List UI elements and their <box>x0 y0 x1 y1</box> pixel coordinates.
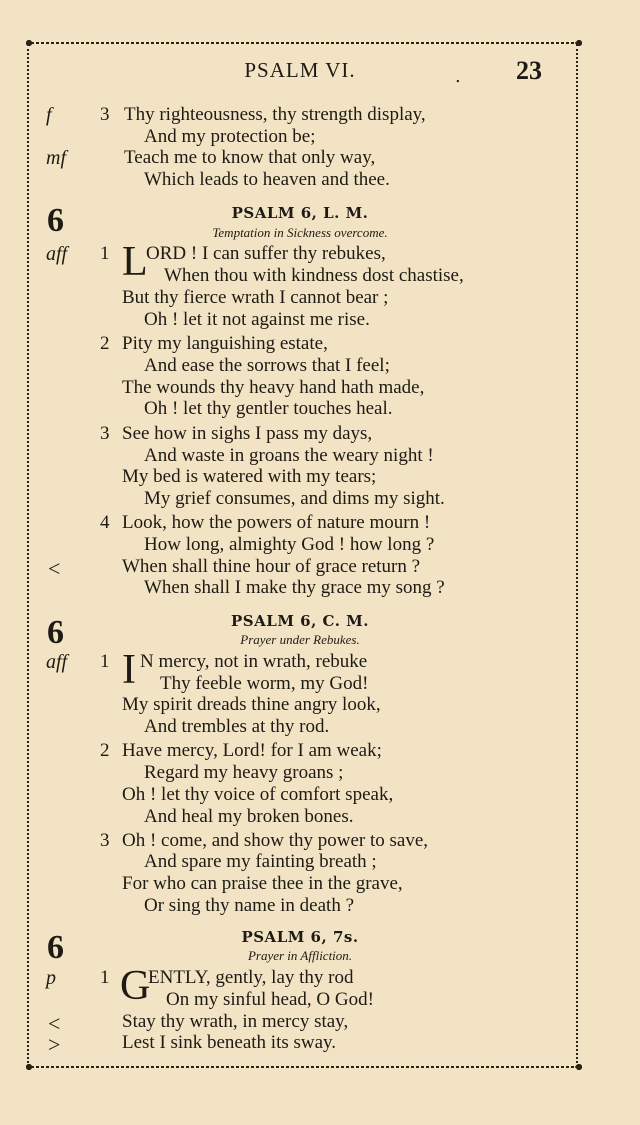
bottom-ornamental-rule <box>26 1064 582 1070</box>
verse-number: 2 <box>100 333 110 354</box>
running-header <box>40 56 560 90</box>
drop-cap: G <box>120 963 151 1009</box>
psalm-title: PSALM 6, C. M. <box>231 612 369 630</box>
verse-line: 2 Pity my languishing estate, <box>100 333 328 354</box>
psalm-number: 6 <box>47 929 64 966</box>
verse-number: 3 <box>100 423 110 444</box>
verse-line: Oh ! let thy voice of comfort speak, <box>122 784 394 805</box>
verse-line: And waste in groans the weary night ! <box>144 445 434 466</box>
verse-line: 4 Look, how the powers of nature mourn ! <box>100 512 431 533</box>
verse-line: Thy feeble worm, my God! <box>160 673 369 694</box>
top-ornamental-rule <box>26 40 582 46</box>
verse-line: Regard my heavy groans ; <box>144 762 344 783</box>
verse-line: > Lest I sink beneath its sway. <box>48 1032 337 1057</box>
verse-number: 4 <box>100 512 110 533</box>
page-number: 23 <box>516 56 542 85</box>
verse-number: 1 <box>100 243 110 264</box>
dynamic-mark: aff <box>46 243 68 265</box>
psalm-subtitle: Prayer in Affliction. <box>247 948 353 963</box>
header-dot: . <box>455 66 461 87</box>
verse-line: How long, almighty God ! how long ? <box>144 534 435 555</box>
dynamic-mark: mf <box>46 147 66 169</box>
verse-line: On my sinful head, O God! <box>166 989 374 1010</box>
verse-line: My bed is watered with my tears; <box>122 466 377 487</box>
dynamic-mark: p <box>46 967 56 989</box>
drop-cap: L <box>122 239 148 285</box>
psalm-number: 6 <box>47 202 64 239</box>
verse-line: 2 Have mercy, Lord! for I am weak; <box>100 740 382 761</box>
verse-number: 2 <box>100 740 110 761</box>
psalm-title: PSALM 6, L. M. <box>231 204 369 222</box>
dynamic-mark: aff <box>46 651 68 673</box>
verse-line: Oh ! let it not against me rise. <box>144 309 370 330</box>
verse-line: < Stay thy wrath, in mercy stay, <box>48 1011 349 1036</box>
verse-number: 3 <box>100 104 110 125</box>
verse-line: aff 1 I N mercy, not in wrath, rebuke <box>46 647 368 693</box>
verse-line: My grief consumes, and dims my sight. <box>144 488 445 509</box>
verse-line: When thou with kindness dost chastise, <box>164 265 464 286</box>
verse-line: And ease the sorrows that I feel; <box>144 355 390 376</box>
verse-line: And trembles at thy rod. <box>144 716 330 737</box>
verse-line: Or sing thy name in death ? <box>144 895 355 916</box>
verse-line: But thy fierce wrath I cannot bear ; <box>122 287 389 308</box>
verse-number: 1 <box>100 967 110 988</box>
verse-line: 3 Oh ! come, and show thy power to save, <box>100 830 429 851</box>
psalm-number: 6 <box>47 614 64 651</box>
verse-number: 3 <box>100 830 110 851</box>
verse-line: < When shall thine hour of grace return ? <box>48 556 421 581</box>
dynamic-mark: f <box>46 104 52 126</box>
verse-line: mf Teach me to know that only way, <box>46 147 376 169</box>
verse-line: The wounds thy heavy hand hath made, <box>122 377 425 398</box>
verse-line: And heal my broken bones. <box>144 806 354 827</box>
crescendo-mark: < <box>48 556 61 581</box>
verse-line: aff 1 L ORD ! I can suffer thy rebukes, <box>46 239 386 285</box>
verse-line: f 3 Thy righteousness, thy strength display, <box>46 104 426 126</box>
psalm-subtitle: Prayer under Rebukes. <box>240 632 360 647</box>
drop-cap: I <box>122 647 136 693</box>
verse-number: 1 <box>100 651 110 672</box>
verse-line: p 1 G ENTLY, gently, lay thy rod <box>46 963 354 1009</box>
crescendo-mark: < <box>48 1011 61 1036</box>
verse-line: My spirit dreads thine angry look, <box>122 694 381 715</box>
verse-line: When shall I make thy grace my song ? <box>144 577 445 598</box>
psalm-subtitle: Temptation in Sickness overcome. <box>212 225 388 240</box>
verse-line: Which leads to heaven and thee. <box>144 169 390 190</box>
page-title: PSALM VI. <box>244 58 356 82</box>
verse-line: And my protection be; <box>144 126 316 147</box>
verse-line: And spare my fainting breath ; <box>144 851 377 872</box>
verse-line: 3 See how in sighs I pass my days, <box>100 423 373 444</box>
verse-line: Oh ! let thy gentler touches heal. <box>144 398 393 419</box>
psalm-title: PSALM 6, 7s. <box>241 928 359 946</box>
decrescendo-mark: > <box>48 1032 61 1057</box>
verse-line: For who can praise thee in the grave, <box>122 873 403 894</box>
